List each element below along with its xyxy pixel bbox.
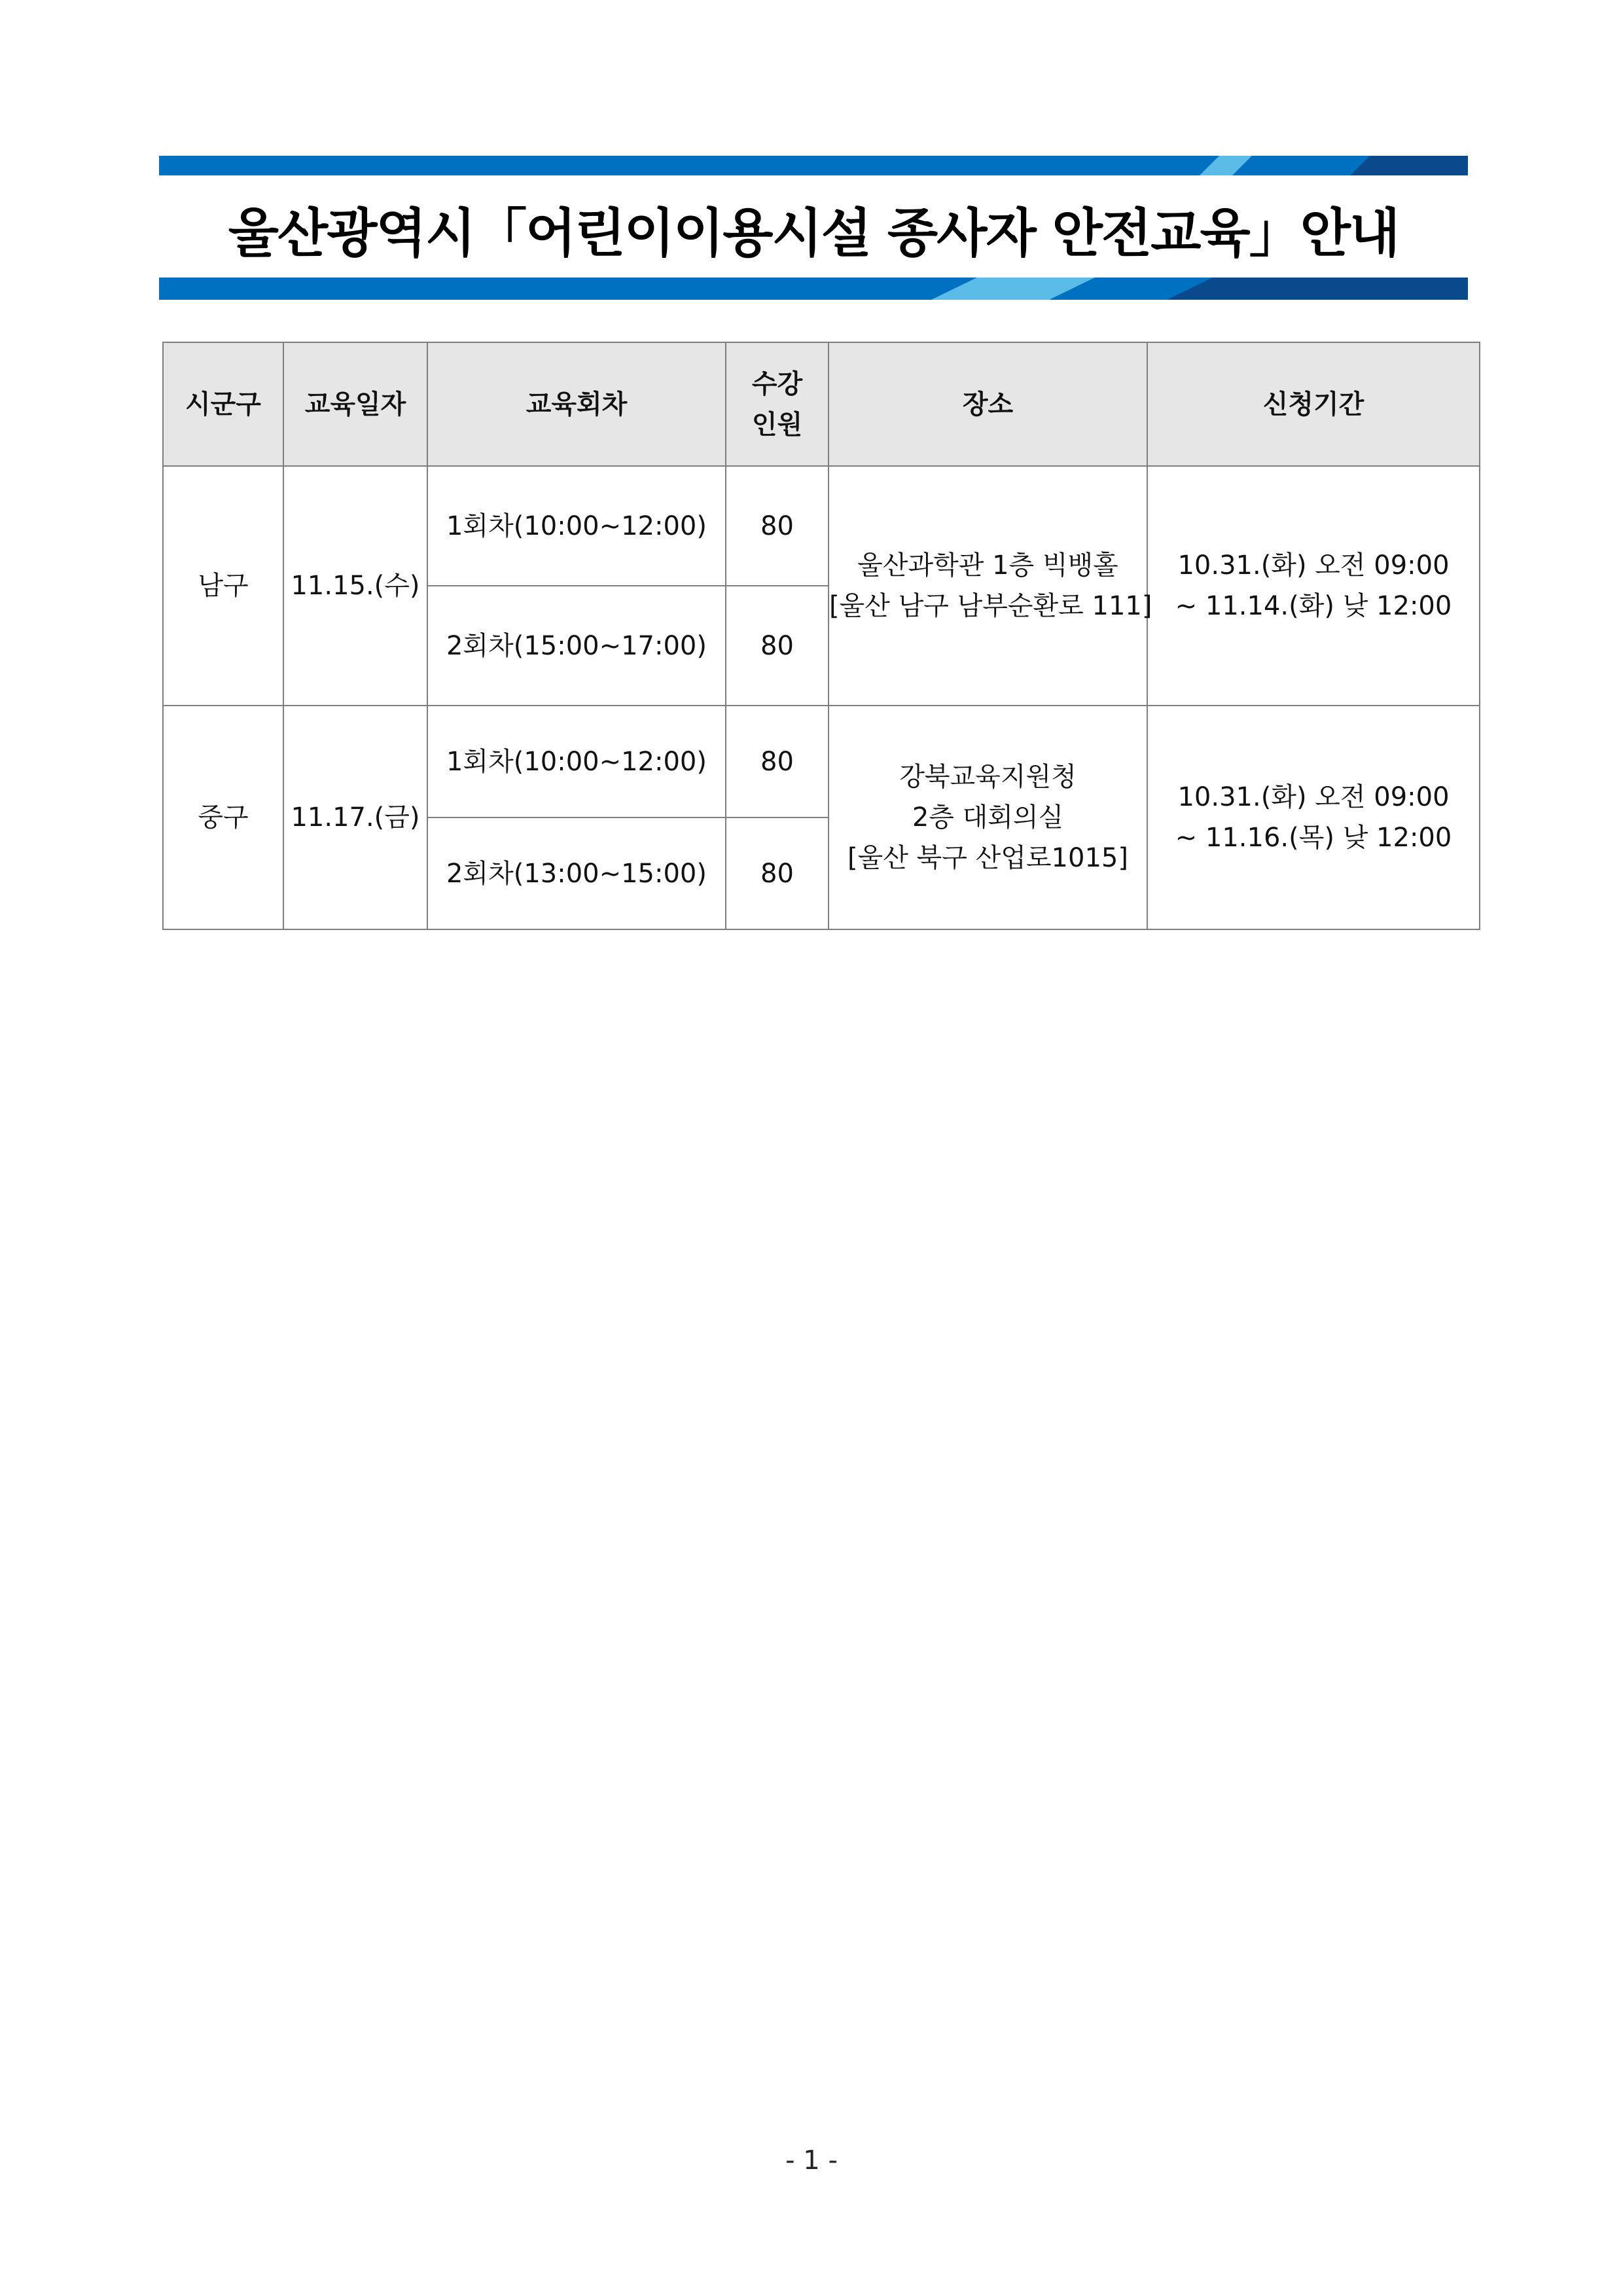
header-capacity-line2: 인원 [751,409,803,440]
table-header-row [163,342,1480,466]
capacity-cell: 80 [726,817,829,929]
capacity-cell: 80 [726,586,829,706]
date-cell: 11.17.(금) [283,706,427,929]
session-cell: 1회차(10:00~12:00) [427,466,726,586]
location-line: 2층 대회의실 [912,802,1064,833]
header-application-period: 신청기간 [1147,342,1480,466]
location-line: 강북교육지원청 [899,762,1077,792]
session-cell: 2회차(13:00~15:00) [427,817,726,929]
district-cell: 남구 [163,466,283,706]
table-row [163,466,1480,586]
header-session: 교육회차 [427,342,726,466]
application-period-cell [1147,706,1480,929]
header-date: 교육일자 [283,342,427,466]
district-cell: 중구 [163,706,283,929]
header-district: 시군구 [163,342,283,466]
header-capacity [726,342,829,466]
date-cell: 11.15.(수) [283,466,427,706]
document-title: 울산광역시「어린이이용시설 종사자 안전교육」안내 [228,202,1399,264]
period-line: 10.31.(화) 오전 09:00 [1177,550,1450,581]
location-cell [829,706,1147,929]
title-banner-top-stripe [159,156,1468,175]
period-line: ~ 11.16.(목) 낮 12:00 [1175,823,1452,853]
session-cell: 2회차(15:00~17:00) [427,586,726,706]
period-line: ~ 11.14.(화) 낮 12:00 [1175,591,1452,621]
period-line: 10.31.(화) 오전 09:00 [1177,782,1450,812]
capacity-cell: 80 [726,466,829,586]
education-schedule-table [162,342,1480,930]
header-location: 장소 [829,342,1147,466]
location-line: [울산 북구 산업로1015] [847,843,1128,873]
table-row [163,706,1480,817]
location-line: 울산과학관 1층 빅뱅홀 [857,550,1118,581]
page-number: - 1 - [785,2145,838,2176]
application-period-cell [1147,466,1480,706]
location-cell [829,466,1152,706]
header-capacity-line1: 수강 [751,368,803,399]
title-banner-bottom-stripe [159,278,1468,300]
capacity-cell: 80 [726,706,829,817]
location-line: [울산 남구 남부순환로 111] [829,591,1152,621]
session-cell: 1회차(10:00~12:00) [427,706,726,817]
